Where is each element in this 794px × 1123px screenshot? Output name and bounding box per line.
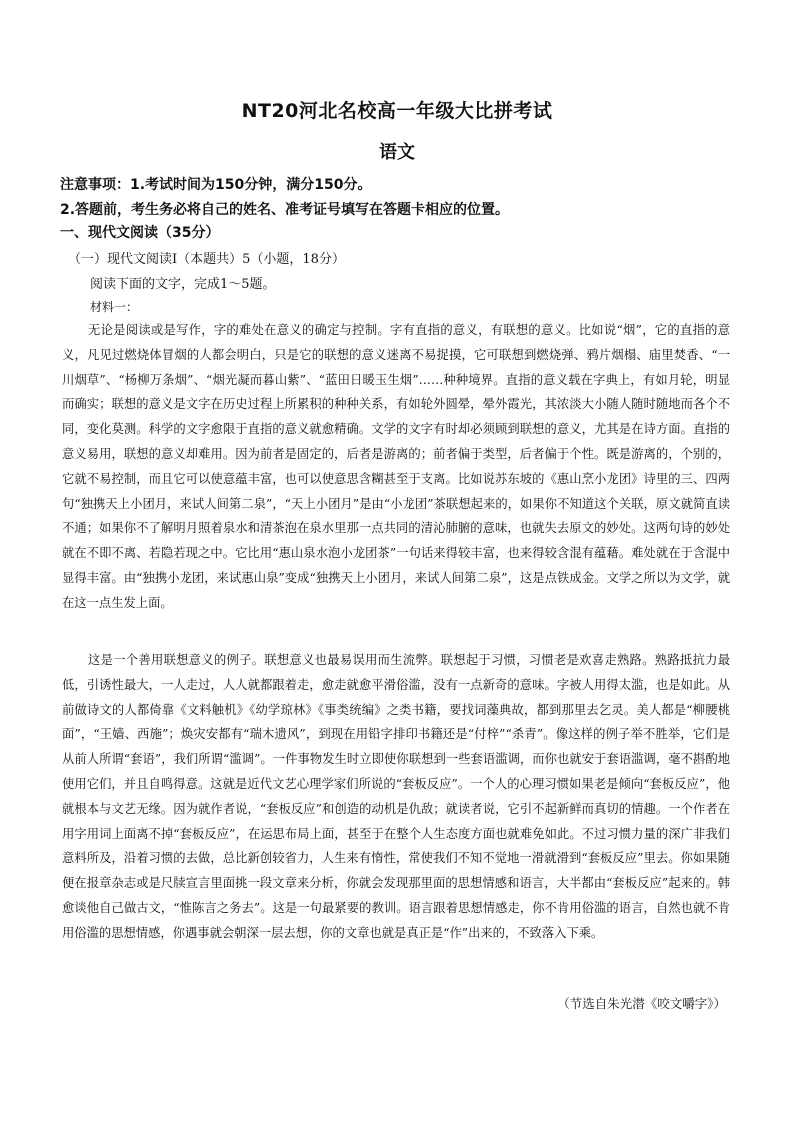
reading-instruction: 阅读下面的文字，完成1～5题。 <box>90 277 276 292</box>
section-subheading: （一）现代文阅读Ⅰ（本题共）5（小题，18分） <box>68 252 345 267</box>
material-label: 材料一： <box>90 300 139 314</box>
passage-paragraph-2: 这是一个善用联想意义的例子。联想意义也最易误用而生流弊。联想起于习惯，习惯老是欢喜走熟路。熟路抵抗力最低，引诱性最大，一人走过，人人就都跟着走，愈走就愈平滑俗滥，没有一点新奇的意味。字被人用得太滥，也是如此。从前做诗文的人都倚靠《文料触机》《幼学琼林》《事类统编》之类书籍，要找词藻典故，都到那里去乞灵。美人都是“柳腰桃面”，“王嫱、西施”；焕灾安都有“瑞木遗风”，到现在用铅字排印书籍还是“付梓”“杀青”。像这样的例子举不胜举，它们是从前人所谓“套语”，我们所谓“滥调”。一件事物发生时立即使你联想到一些套语滥调，而你也就安于套语滥调，毫不斟酌地使用它们，并且自鸣得意。这就是近代文艺心理学家们所说的“套板反应”。一个人的心理习惯如果老是倾向“套板反应”，他就根本与文艺无缘。因为就作者说，“套板反应”和创造的动机是仇敌；就读者说，它引不起新鲜而真切的情趣。一个作者在用字用词上面离不掉“套板反应”，在运思布局上面，甚至于在整个人生态度方面也就难免如此。不过习惯力量的深广非我们意料所及，沿着习惯的去做，总比新创较省力，人生来有惰性，常使我们不知不觉地一滑就滑到“套板反应”里去。你如果随便在报章杂志或是尺牍宣言里面挑一段文章来分析，你就会发现那里面的思想情感和语言，大半都由“套板反应”起来的。韩愈谈他自己做古文，“惟陈言之务去”。这是一句最紧要的教训。语言跟着思想情感走，你不肯用俗滥的语言，自然也就不肯用俗滥的思想情感，你遇事就会朝深一层去想，你的文章也就是真正是“作”出来的，不致落入下乘。 <box>62 653 730 940</box>
notice-line-1: 注意事项：1.考试时间为150分钟，满分150分。 <box>60 177 372 193</box>
section-heading: 一、现代文阅读（35分） <box>60 225 220 241</box>
notice-line-2: 2.答题前，考生务必将自己的姓名、准考证号填写在答题卡相应的位置。 <box>60 202 510 218</box>
exam-title: NT20河北名校高一年级大比拼考试 <box>241 100 553 122</box>
passage-paragraph-1: 无论是阅读或是写作，字的难处在意义的确定与控制。字有直指的意义，有联想的意义。比如说“烟”，它的直指的意义，凡见过燃烧体冒烟的人都会明白，只是它的联想的意义迷离不易捉摸，它可联想到燃烧弹、鸦片烟榻、庙里焚香、“一川烟草”、“杨柳万条烟”、“烟光凝而暮山紫”、“蓝田日暖玉生烟”……种种境界。直指的意义载在字典上，有如月轮，明显而确实；联想的意义是文字在历史过程上所累积的种种关系，有如轮外圆晕，晕外霞光，其浓淡大小随人随时随地而各个不同，变化莫测。科学的文字愈限于直指的意义就愈精确。文学的文字有时却必须顾到联想的意义，尤其是在诗方面。直指的意义易用，联想的意义却难用。因为前者是固定的，后者是游离的；前者偏于类型，后者偏于个性。既是游离的，个别的，它就不易控制，而且它可以使意蕴丰富，也可以使意思含糊甚至于支离。比如说苏东坡的《惠山烹小龙团》诗里的三、四两句“独携天上小团月，来试人间第二泉”，“天上小团月”是由“小龙团”茶联想起来的，如果你不知道这个关联，原文就简直读不通；如果你不了解明月照着泉水和清茶泡在泉水里那一点共同的清沁肺腑的意味，也就失去原文的妙处。这两句诗的妙处就在不即不离、若隐若现之中。它比用“惠山泉水泡小龙团茶”一句话来得较丰富，也来得较含混有蕴藉。难处就在于含混中显得丰富。由“独携小龙团，来试惠山泉”变成“独携天上小团月，来试人间第二泉”，这是点铁成金。文学之所以为文学，就在这一点生发上面。 <box>62 323 730 610</box>
passage-source: （节选自朱光潜《咬文嚼字》） <box>557 996 726 1011</box>
exam-subject: 语文 <box>379 142 415 163</box>
